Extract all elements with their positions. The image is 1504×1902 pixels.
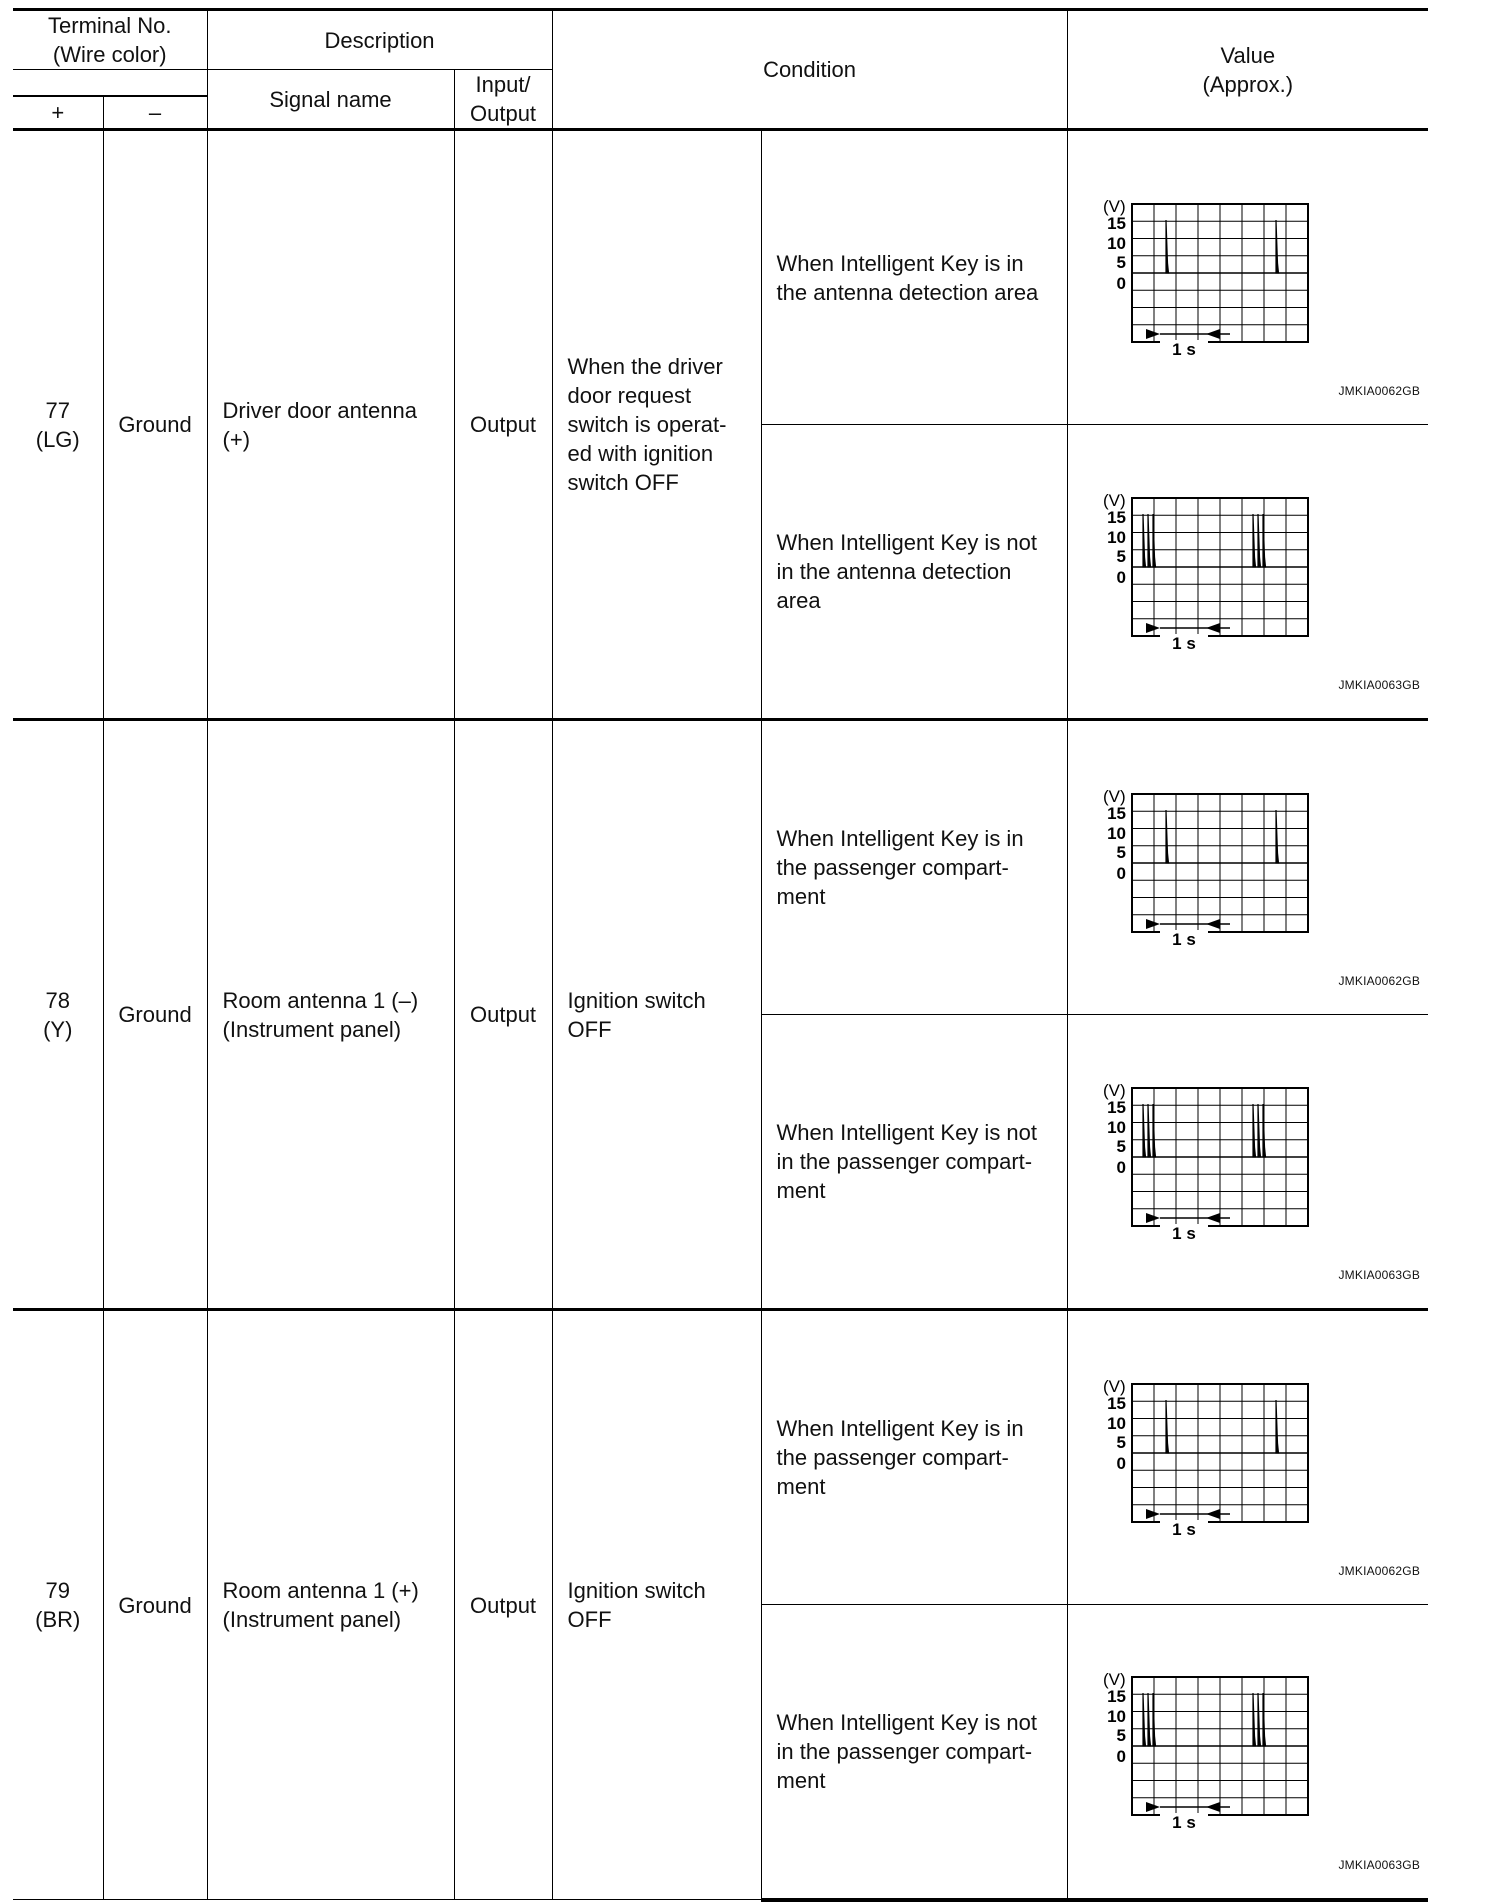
terminal-cell: 77 (LG) (13, 130, 103, 720)
voltage-pulse (1258, 1693, 1261, 1746)
timebase-marker (1146, 1509, 1230, 1538)
timebase-label: 1 s (1171, 633, 1196, 652)
tick-label: 10 (1106, 1117, 1126, 1137)
minus-header: – (103, 96, 207, 130)
tick-label: 15 (1106, 803, 1126, 823)
sub-condition-cell: When Intelligent Key is not in the antenna detection area (761, 425, 1067, 720)
timebase-label: 1 s (1171, 1519, 1196, 1538)
signal-name-cell: Room antenna 1 (+) (Instrument panel) (207, 1310, 454, 1900)
voltage-pulse (1143, 514, 1146, 567)
voltage-unit-label: (V) (1102, 491, 1126, 510)
tick-label: 15 (1106, 1097, 1126, 1117)
value-header: Value (Approx.) (1067, 10, 1428, 130)
description-header: Description (207, 10, 552, 70)
waveform-single-pulse (1102, 1378, 1332, 1538)
waveform-pulse-burst (1102, 1082, 1332, 1242)
sub-condition-cell: When Intelligent Key is in the antenna detection area (761, 130, 1067, 425)
voltage-unit-label: (V) (1102, 1377, 1126, 1396)
voltage-pulse (1143, 1104, 1146, 1157)
tick-label: 15 (1106, 507, 1126, 527)
sub-condition-cell: When Intelligent Key is in the passenger compart- ment (761, 720, 1067, 1015)
voltage-pulse (1276, 1400, 1279, 1453)
waveform-single-pulse (1102, 788, 1332, 948)
value-cell (1067, 720, 1428, 1015)
tick-label: 15 (1106, 1393, 1126, 1413)
plus-header: + (13, 96, 103, 130)
io-header: Input/ Output (454, 70, 552, 130)
tick-label: 15 (1106, 1687, 1126, 1707)
io-cell: Output (454, 720, 552, 1310)
voltage-pulse (1166, 1400, 1169, 1453)
tick-label: 5 (1116, 1726, 1126, 1746)
voltage-pulse (1258, 514, 1261, 567)
tick-label: 0 (1116, 567, 1126, 587)
timebase-label: 1 s (1171, 1813, 1196, 1832)
voltage-unit-label: (V) (1102, 787, 1126, 806)
timebase-marker (1146, 329, 1230, 358)
timebase-label: 1 s (1171, 339, 1196, 358)
tick-label: 5 (1116, 1432, 1126, 1452)
tick-label: 0 (1116, 273, 1126, 293)
voltage-pulse (1148, 1693, 1151, 1746)
figure-code: JMKIA0062GB (1338, 384, 1421, 398)
signal-name-header: Signal name (207, 70, 454, 130)
io-cell: Output (454, 130, 552, 720)
voltage-pulse (1253, 514, 1256, 567)
tick-label: 10 (1106, 1707, 1126, 1727)
waveform-single-pulse (1102, 198, 1332, 358)
voltage-pulse (1276, 220, 1279, 273)
voltage-unit-label: (V) (1102, 197, 1126, 216)
minus-terminal-cell: Ground (103, 130, 207, 720)
sub-condition-cell: When Intelligent Key is not in the passenger compart- ment (761, 1015, 1067, 1310)
minus-terminal-cell: Ground (103, 720, 207, 1310)
value-cell (1067, 1015, 1428, 1310)
figure-code: JMKIA0063GB (1338, 678, 1421, 692)
voltage-pulse (1276, 810, 1279, 863)
timebase-label: 1 s (1171, 929, 1196, 948)
condition-cell: Ignition switch OFF (552, 1310, 761, 1900)
condition-cell: Ignition switch OFF (552, 720, 761, 1310)
sub-condition-cell: When Intelligent Key is in the passenger compart- ment (761, 1310, 1067, 1605)
tick-label: 10 (1106, 527, 1126, 547)
voltage-pulse (1253, 1104, 1256, 1157)
value-cell (1067, 1605, 1428, 1900)
timebase-marker (1146, 919, 1230, 948)
value-cell (1067, 130, 1428, 425)
tick-label: 0 (1116, 1747, 1126, 1767)
terminal-cell: 78 (Y) (13, 720, 103, 1310)
timebase-marker (1146, 1213, 1230, 1242)
voltage-unit-label: (V) (1102, 1671, 1126, 1690)
voltage-pulse (1143, 1693, 1146, 1746)
tick-label: 0 (1116, 1157, 1126, 1177)
terminal-cell: 79 (BR) (13, 1310, 103, 1900)
tick-label: 10 (1106, 823, 1126, 843)
voltage-pulse (1148, 514, 1151, 567)
voltage-pulse (1148, 1104, 1151, 1157)
value-cell (1067, 425, 1428, 720)
value-cell (1067, 1310, 1428, 1605)
voltage-unit-label: (V) (1102, 1081, 1126, 1100)
tick-label: 15 (1106, 213, 1126, 233)
tick-label: 10 (1106, 1413, 1126, 1433)
tick-label: 0 (1116, 1453, 1126, 1473)
figure-code: JMKIA0062GB (1338, 1564, 1421, 1578)
waveform-pulse-burst (1102, 492, 1332, 652)
tick-label: 10 (1106, 233, 1126, 253)
io-cell: Output (454, 1310, 552, 1900)
terminal-spec-table (13, 8, 1428, 1902)
voltage-pulse (1166, 810, 1169, 863)
tick-label: 0 (1116, 863, 1126, 883)
waveform-pulse-burst (1102, 1671, 1332, 1831)
figure-code: JMKIA0063GB (1338, 1268, 1421, 1282)
timebase-marker (1146, 1802, 1230, 1831)
voltage-pulse (1166, 220, 1169, 273)
minus-terminal-cell: Ground (103, 1310, 207, 1900)
tick-label: 5 (1116, 842, 1126, 862)
sub-condition-cell: When Intelligent Key is not in the passenger compart- ment (761, 1605, 1067, 1900)
signal-name-cell: Room antenna 1 (–) (Instrument panel) (207, 720, 454, 1310)
timebase-label: 1 s (1171, 1223, 1196, 1242)
tick-label: 5 (1116, 546, 1126, 566)
voltage-pulse (1258, 1104, 1261, 1157)
condition-header: Condition (552, 10, 1067, 130)
figure-code: JMKIA0063GB (1338, 1857, 1421, 1872)
tick-label: 5 (1116, 252, 1126, 272)
timebase-marker (1146, 623, 1230, 652)
signal-name-cell: Driver door antenna (+) (207, 130, 454, 720)
voltage-pulse (1253, 1693, 1256, 1746)
tick-label: 5 (1116, 1136, 1126, 1156)
figure-code: JMKIA0062GB (1338, 974, 1421, 988)
terminal-header: Terminal No. (Wire color) (13, 10, 207, 70)
condition-cell: When the driver door request switch is operat- ed with ignition switch OFF (552, 130, 761, 720)
